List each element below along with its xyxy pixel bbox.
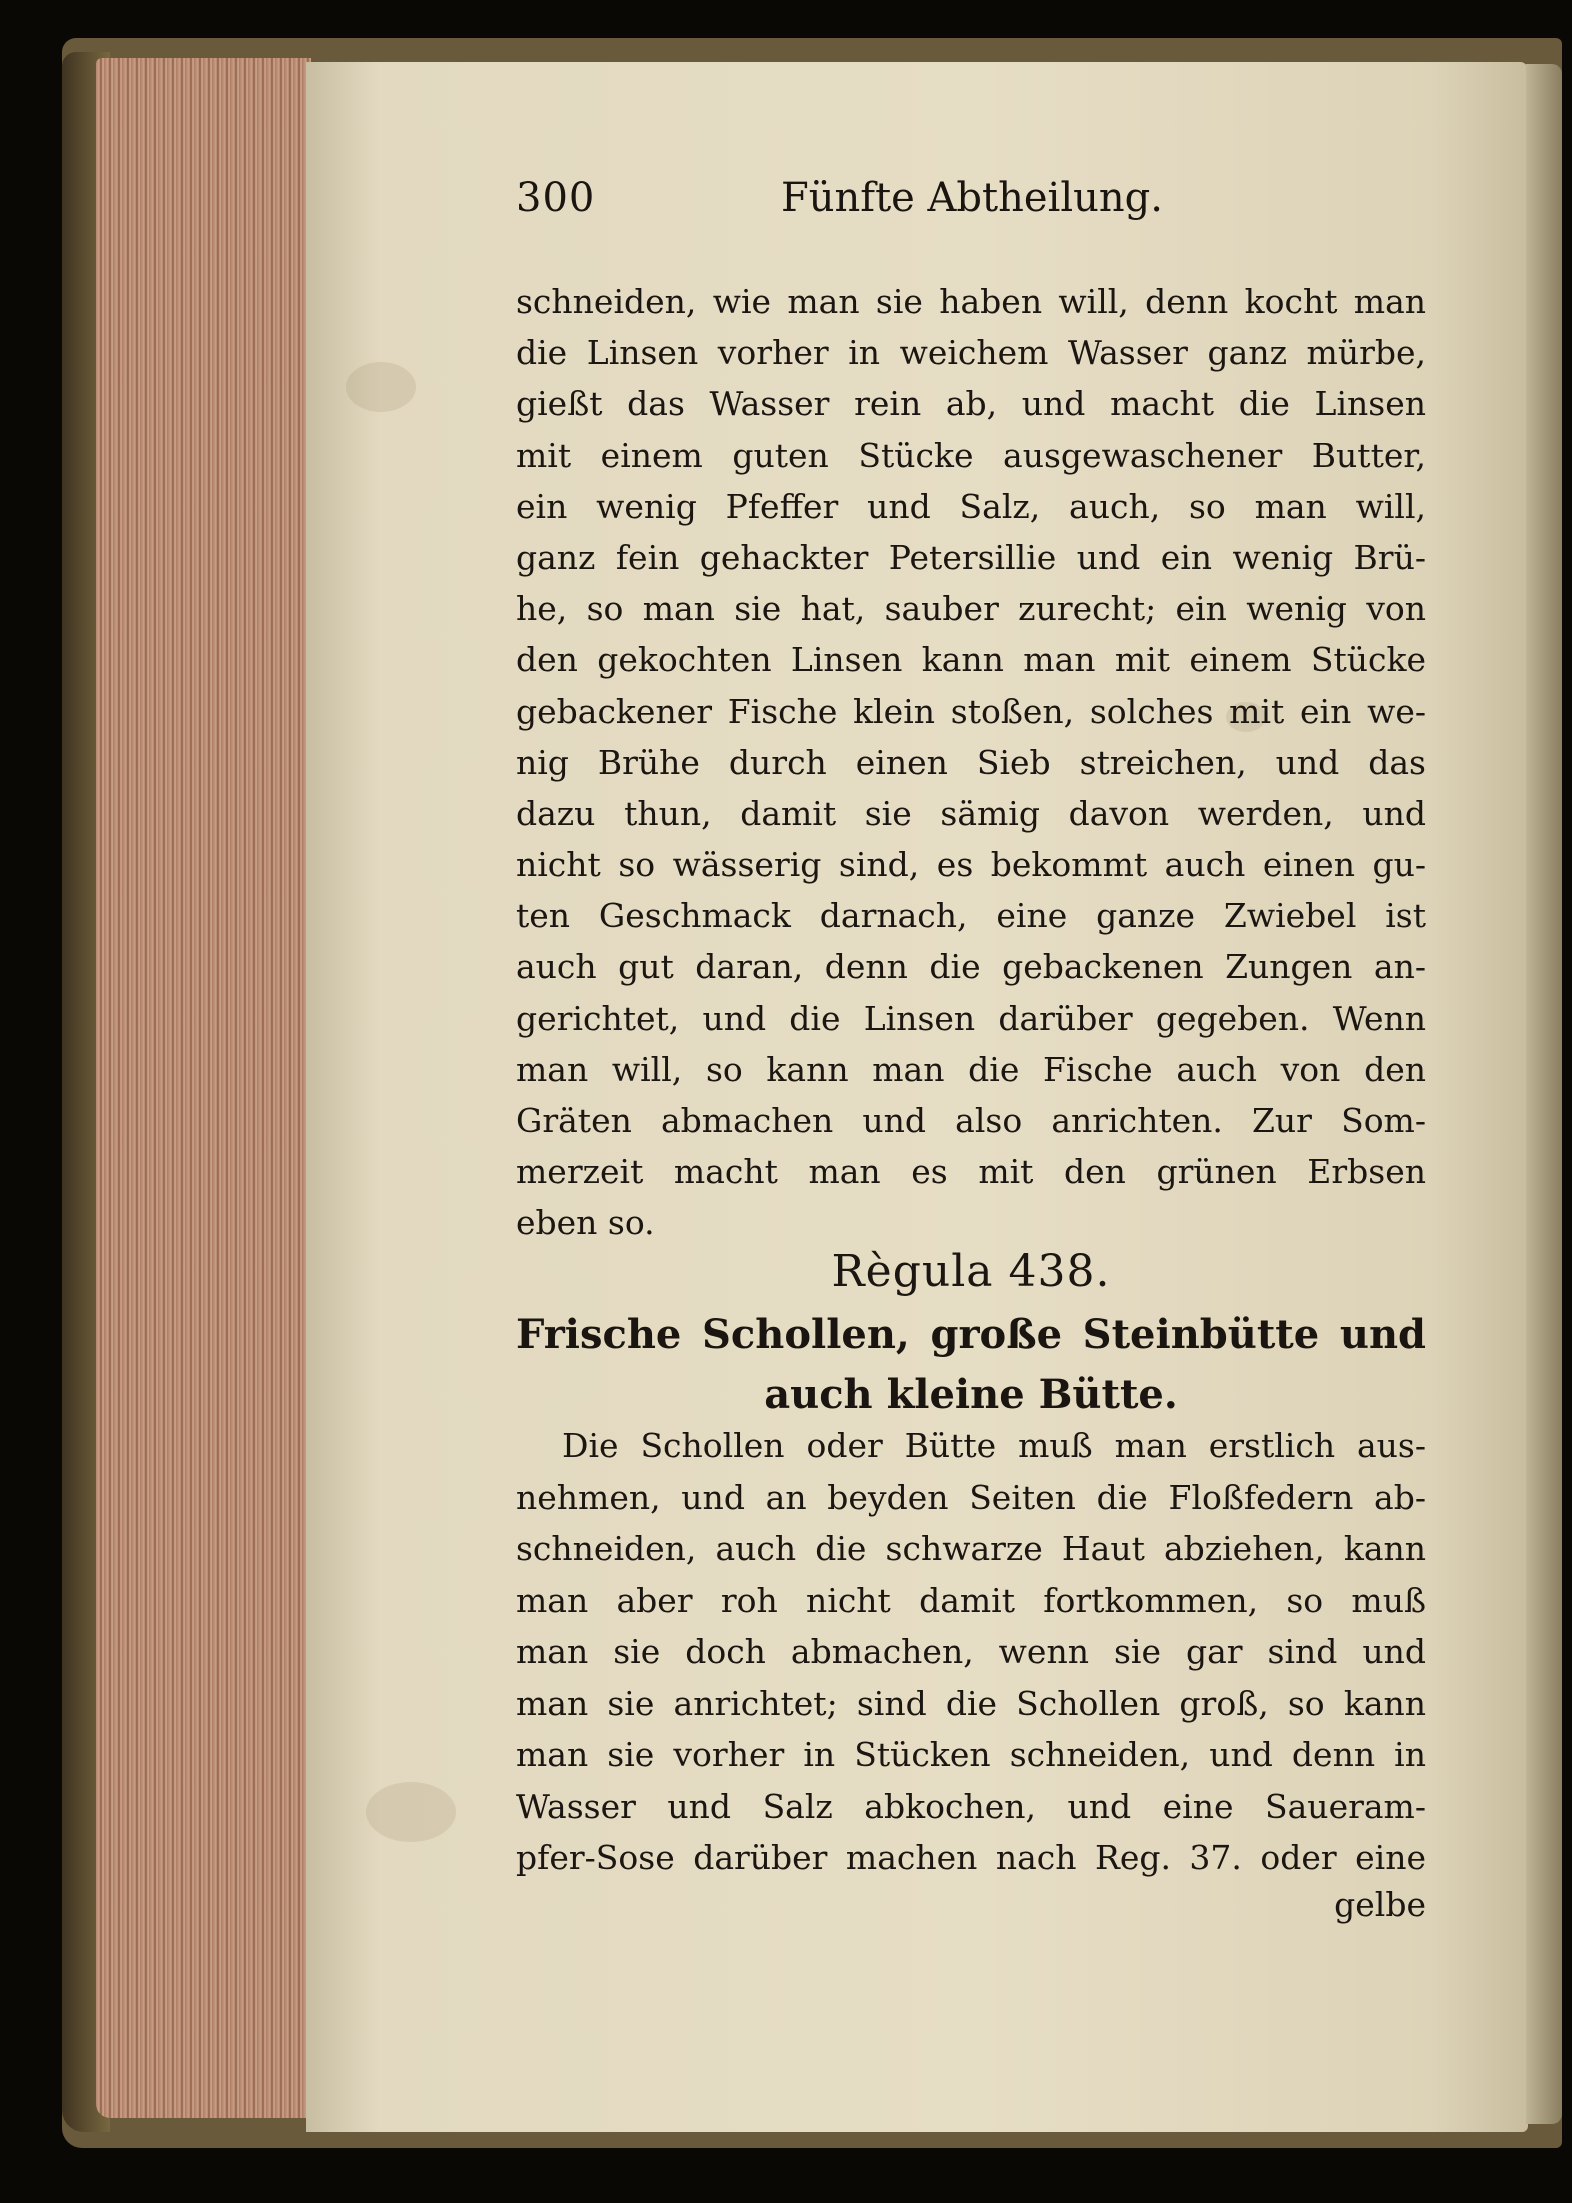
text-line: auch gut daran, denn die gebackenen Zungen an- bbox=[516, 947, 1426, 987]
text-line: die Linsen vorher in weichem Wasser ganz mürbe, bbox=[516, 333, 1426, 373]
text-line: nehmen, und an beyden Seiten die Floßfedern ab- bbox=[516, 1477, 1426, 1517]
text-line: Wasser und Salz abkochen, und eine Saueram- bbox=[516, 1786, 1426, 1826]
recipe-title-line: auch kleine Bütte. bbox=[764, 1371, 1178, 1418]
text-line: he, so man sie hat, sauber zurecht; ein wenig von bbox=[516, 589, 1426, 629]
page-edges bbox=[96, 58, 311, 2118]
text-line: den gekochten Linsen kann man mit einem Stücke bbox=[516, 640, 1426, 680]
text-line: nicht so wässerig sind, es bekommt auch einen gu- bbox=[516, 845, 1426, 885]
text-line: pfer-Sose darüber machen nach Reg. 37. oder eine bbox=[516, 1838, 1426, 1877]
body-text bbox=[516, 276, 1426, 1249]
recipe-title bbox=[516, 1305, 1426, 1425]
text-line: man sie doch abmachen, wenn sie gar sind und bbox=[516, 1632, 1426, 1671]
text-line: Gräten abmachen und also anrichten. Zur Som- bbox=[516, 1101, 1426, 1140]
running-title: Fünfte Abtheilung. bbox=[781, 175, 1163, 221]
text-line: gebackener Fische klein stoßen, solches mit ein we- bbox=[516, 691, 1426, 731]
page-right-edge bbox=[1526, 64, 1562, 2124]
text-line: ganz fein gehackter Petersillie und ein wenig Brü- bbox=[516, 537, 1426, 577]
recipe-body-text bbox=[516, 1420, 1426, 1884]
text-line: dazu thun, damit sie sämig davon werden, und bbox=[516, 793, 1426, 833]
text-line: mit einem guten Stücke ausgewaschener Butter, bbox=[516, 435, 1426, 475]
text-line: schneiden, wie man sie haben will, denn kocht man bbox=[516, 282, 1426, 321]
text-line: schneiden, auch die schwarze Haut abziehen, kann bbox=[516, 1529, 1426, 1568]
recipe-title-line: Frische Schollen, große Steinbütte und bbox=[516, 1311, 1426, 1358]
text-line: man will, so kann man die Fische auch von den bbox=[516, 1049, 1426, 1089]
text-line: Die Schollen oder Bütte muß man erstlich aus- bbox=[562, 1426, 1426, 1465]
text-line: gießt das Wasser rein ab, und macht die Linsen bbox=[516, 384, 1426, 424]
text-line: eben so. bbox=[516, 1203, 655, 1243]
regula-heading: Règula 438. bbox=[831, 1246, 1111, 1297]
page-header bbox=[516, 175, 1426, 239]
text-line: gerichtet, und die Linsen darüber gegeben. Wenn bbox=[516, 998, 1426, 1038]
page-number: 300 bbox=[516, 175, 596, 221]
text-line: man sie anrichtet; sind die Schollen groß, so kann bbox=[516, 1683, 1426, 1723]
catchword: gelbe bbox=[1334, 1885, 1426, 1924]
paper-stain bbox=[366, 1782, 456, 1842]
text-line: nig Brühe durch einen Sieb streichen, und das bbox=[516, 742, 1426, 782]
text-line: man aber roh nicht damit fortkommen, so muß bbox=[516, 1580, 1426, 1620]
text-line: ten Geschmack darnach, eine ganze Zwiebel ist bbox=[516, 896, 1426, 936]
text-line: man sie vorher in Stücken schneiden, und denn in bbox=[516, 1735, 1426, 1774]
paper-stain bbox=[346, 362, 416, 412]
text-line: merzeit macht man es mit den grünen Erbsen bbox=[516, 1152, 1426, 1192]
text-line: ein wenig Pfeffer und Salz, auch, so man will, bbox=[516, 486, 1426, 526]
